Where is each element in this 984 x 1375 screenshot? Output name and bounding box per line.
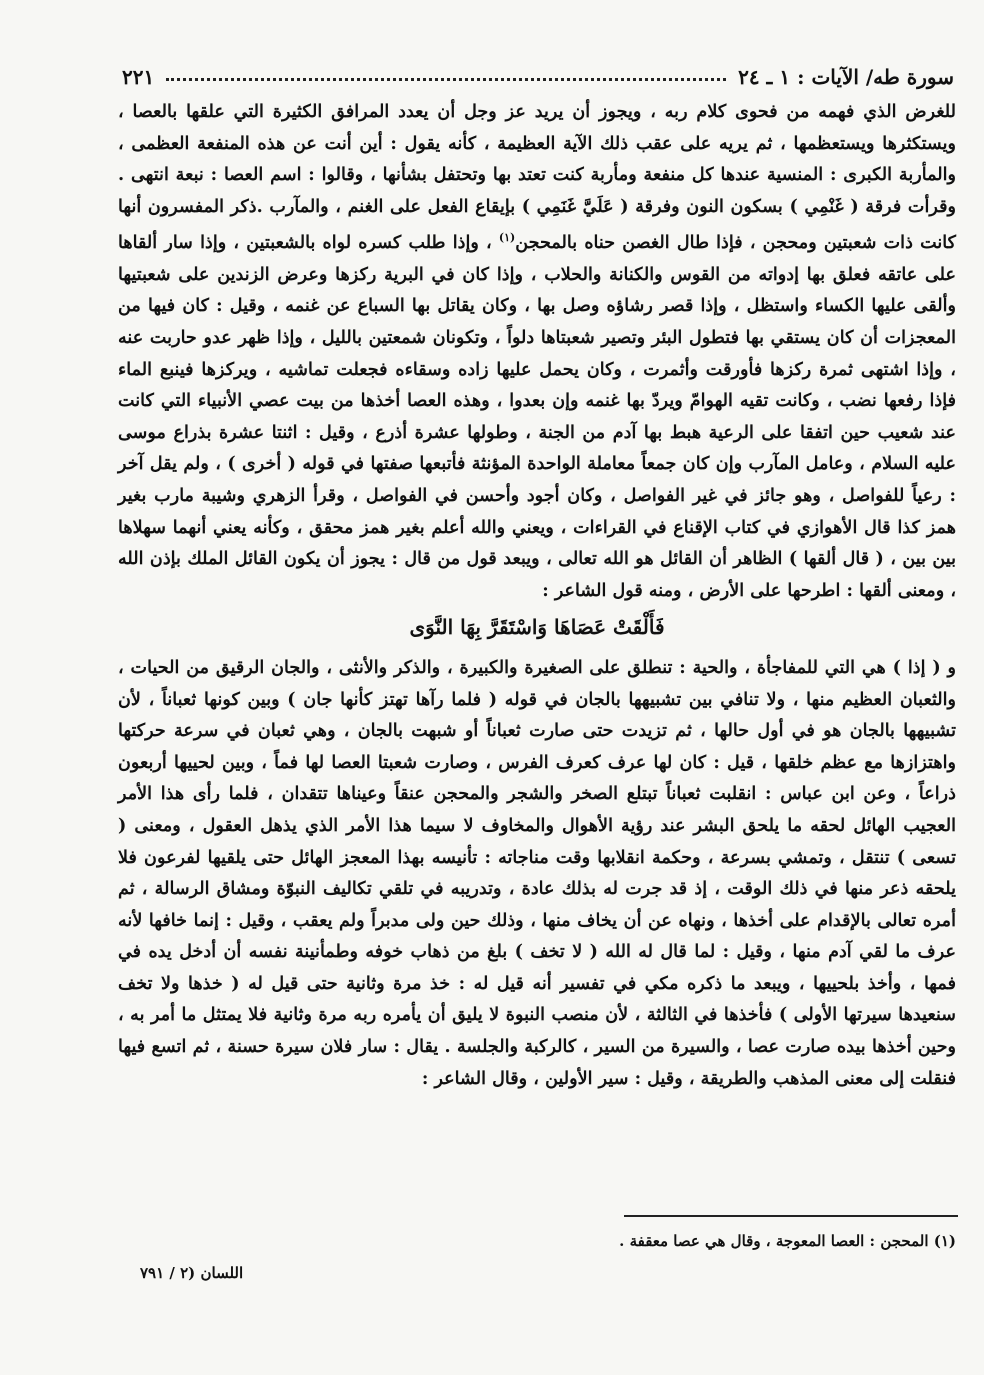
surah-title: سورة طه/ الآيات : ١ ـ ٢٤ bbox=[738, 65, 954, 89]
paragraph bbox=[118, 96, 956, 606]
running-header bbox=[122, 60, 954, 94]
main-text bbox=[118, 96, 956, 1094]
footnote: (١) المحجن : العصا المعوجة ، وقال هي عصا معقفة . bbox=[619, 1232, 956, 1250]
paragraph-text: للغرض الذي فهمه من فحوى كلام ربه ، ويجوز أن يريد عز وجل أن يعدد المرافق الكثيرة التي علقها بالعصا ، ويستكثرها ويستعظمها ، ثم يريه على عقب ذلك الآية العظيمة ، كأنه يقول : أين أنت عن هذه المنفعة العظمى ، والمأربة الكبرى : المنسية عندها كل منفعة ومأربة كنت تعتد بها وتحتفل بشأنها ، وقالوا : اسم العصا : نبعة انتهى . وقرأت فرقة ( غَنْمِي ) بسكون النون وفرقة ( عَلَيَّ غَنَمِي ) بإيقاع الفعل على الغنم ، والمآرب .ذكر المفسرون أنها كانت ذات شعبتين ومحجن ، فإذا طال الغصن حناه بالمحجن bbox=[118, 101, 956, 254]
page-number: ٢٢١ bbox=[122, 65, 155, 89]
header-dot-leader bbox=[166, 78, 726, 81]
paragraph: و ( إذا ) هي التي للمفاجأة ، والحية : تنطلق على الصغيرة والكبيرة ، والذكر والأنثى ، والجان الرقيق من الحيات ، والثعبان العظيم منها ، ولا تنافي بين تشبيهها بالجان في قوله ( فلما رآها تهتز كأنها جان ) وبين كونها ثعباناً ، لأن تشبيهها بالجان هو في أول حالها ، ثم تزيدت حتى صارت ثعباناً أو شبهت بالجان ، وهي ثعبان في سرعة حركتها واهتزازها مع عظم خلقها ، قيل : كان لها عرف كعرف الفرس ، وصارت شعبتا العصا لها فماً ، وبين لحييها أربعون ذراعاً ، وعن ابن عباس : انقلبت ثعباناً تبتلع الصخر والشجر والمحجن عنقاً وعيناها تتقدان ، فلما رأى هذا الأمر العجيب الهائل لحقه ما يلحق البشر عند رؤية الأهوال والمخاوف لا سيما هذا الأمر الذي يذهل العقول ، ومعنى ( تسعى ) تنتقل ، وتمشي بسرعة ، وحكمة انقلابها وقت مناجاته : تأنيسه بهذا المعجز الهائل حتى يلقيها لفرعون فلا يلحقه ذعر منها في ذلك الوقت ، إذ قد جرت له بذلك عادة ، وتدريبه في تلقي تكاليف النبوّة ومشاق الرسالة ، ثم أمره تعالى بالإقدام على أخذها ، ونهاه عن أن يخاف منها ، وذلك حين ولى مدبراً ولم يعقب ، وقيل : إنما خافها لأنه عرف ما لقي آدم منها ، وقيل : لما قال له الله ( لا تخف ) بلغ من ذهاب خوفه وطمأنينة نفسه أن أدخل يده في فمها ، وأخذ بلحييها ، ويبعد ما ذكره مكي في تفسير أنه قيل له : خذ مرة وثانية حتى قيل له ( خذها ولا تخف سنعيدها سيرتها الأولى ) فأخذها في الثالثة ، لأن منصب النبوة لا يليق أن يأمره ربه مرة وثانية فلا يمتثل ما أمر به ، وحين أخذها بيده صارت عصا ، والسيرة من السير ، كالركبة والجلسة . يقال : سار فلان سيرة حسنة ، ثم اتسع فيها فنقلت إلى معنى المذهب والطريقة ، وقيل : سير الأولين ، وقال الشاعر : bbox=[118, 656, 956, 1089]
poetry-verse: فَأَلْقَتْ عَصَاهَا وَاسْتَقَرَّ بِهَا النَّوَى bbox=[409, 615, 665, 640]
footnote-marker: (١) bbox=[498, 231, 516, 245]
paragraph-text: ، وإذا طلب كسره لواه بالشعبتين ، وإذا سار ألقاها على عاتقه فعلق بها إدواته من القوس والكنانة والحلاب ، وإذا كان في البرية ركزها وعرض الزندين على شعبتيها وألقى عليها الكساء واستظل ، وإذا قصر رشاؤه وصل بها ، وكان يقاتل بها السباع عن غنمه ، وقيل : كان فيها من المعجزات أن كان يستقي بها فتطول البئر وتصير شعبتاها دلواً ، وتكونان شمعتين بالليل ، وإذا ظهر عدو حاربت عنه ، وإذا اشتهى ثمرة ركزها فأورقت وأثمرت ، وكان يحمل عليها زاده وسقاءه فجعلت تماشيه ، ويركزها فينبع الماء فإذا رفعها نضب ، وكانت تقيه الهوامّ ويردّ بها غنمه وإن بعدوا ، وهذه العصا أخذها من بيت عصي الأنبياء التي كانت عند شعيب حين اتفقا على الرعية هبط بها آدم من الجنة ، وطولها عشرة أذرع ، وقيل : اثنتا عشرة بذراع موسى عليه السلام ، وعامل المآرب وإن كان جمعاً معاملة الواحدة المؤنثة فأتبعها صفتها في قوله ( أخرى ) ، ولم يقل آخر : رعياً للفواصل ، وهو جائز في غير الفواصل ، وكان أجود وأحسن في الفواصل ، وقرأ الزهري وشيبة مارب بغير همز كذا قال الأهوازي في كتاب الإقناع في القراءات ، ويعني والله أعلم بغير همز محقق ، وكأنه يعني أنهما سهلاها بين بين ، ( قال ألقها ) الظاهر أن القائل هو الله تعالى ، ويبعد قول من قال : يجوز أن يكون القائل الملك بإذن الله ، ومعنى ألقها : اطرحها على الأرض ، ومنه قول الشاعر : bbox=[118, 232, 956, 601]
print-signature: اللسان (٢ / ٧٩١ bbox=[140, 1264, 244, 1282]
footnote-divider bbox=[624, 1215, 958, 1217]
